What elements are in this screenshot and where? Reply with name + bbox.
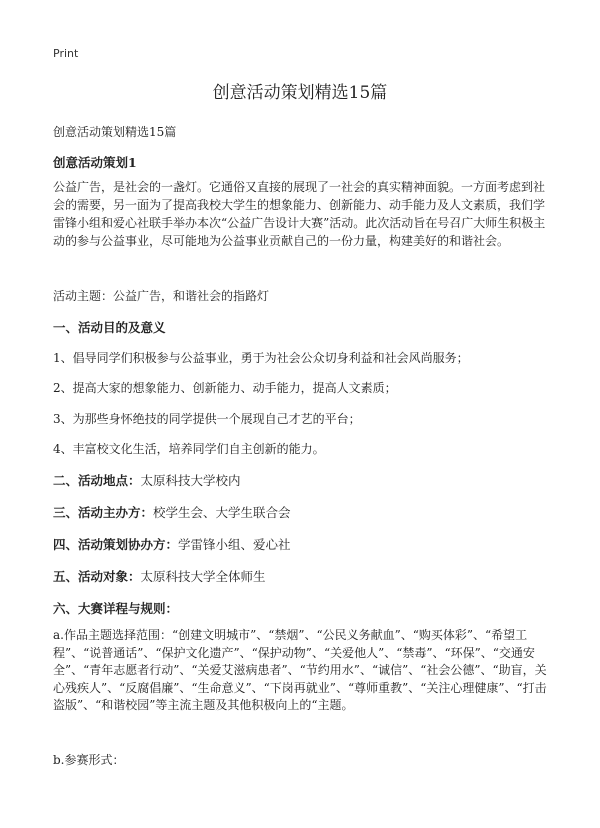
audience-line	[53, 567, 266, 585]
purpose-item: 1、倡导同学们积极参与公益事业，勇于为社会公众切身利益和社会风尚服务；	[53, 351, 469, 365]
co-host-line	[53, 535, 291, 553]
location-line	[53, 471, 241, 489]
document-subtitle: 创意活动策划精选15篇	[53, 125, 177, 139]
purpose-item: 2、提高大家的想象能力、创新能力、动手能力，提高人文素质；	[53, 381, 397, 395]
rules-heading-text: 六、大赛详程与规则：	[53, 601, 179, 616]
intro-paragraph: 公益广告，是社会的一盏灯。它通俗又直接的展现了一社会的真实精神面貌。一方面考虑到社会的需要，另一面为了提高我校大学生的想象能力、创新能力、动手能力及人文素质，我们学雷锋小组和爱心社联手举办本次“公益广告设计大赛”活动。此次活动旨在号召广大师生积极主动的参与公益事业，尽可能地为公益事业贡献自己的一份力量，构建美好的和谐社会。	[53, 180, 546, 248]
purpose-heading-text: 一、活动目的及意义	[53, 320, 166, 335]
section-heading: 创意活动策划1	[53, 155, 137, 170]
location-value: 太原科技大学校内	[140, 473, 241, 488]
audience-value: 太原科技大学全体师生	[140, 569, 266, 584]
purpose-heading	[53, 318, 166, 336]
audience-label: 五、活动对象：	[53, 569, 141, 584]
rule-b-line: b.参赛形式：	[53, 753, 125, 767]
co-host-value: 学雷锋小组、爱心社	[178, 537, 291, 552]
co-host-label: 四、活动策划协办方：	[53, 537, 179, 552]
print-link[interactable]: Print	[53, 47, 79, 60]
location-label: 二、活动地点：	[53, 473, 141, 488]
purpose-item: 4、丰富校文化生活，培养同学们自主创新的能力。	[53, 442, 325, 456]
rule-a-paragraph: a.作品主题选择范围：“创建文明城市”、“禁烟”、“公民义务献血”、“购买体彩”、“希望工程”、“说普通话”、“保护文化遗产”、“保护动物”、“关爱他人”、“禁毒”、“环保”、“交通安全”、“青年志愿者行动”、“关爱艾滋病患者”、“节约用水”、“诚信”、“社会公德”、“助盲，关心残疾人”、“反腐倡廉”、“生命意义”、“下岗再就业”、“尊师重教”、“关注心理健康”、“打击盗版”、“和谐校园”等主流主题及其他积极向上的“主题。	[53, 628, 547, 712]
host-value: 校学生会、大学生联合会	[153, 505, 291, 520]
rules-heading	[53, 599, 178, 617]
purpose-item: 3、为那些身怀绝技的同学提供一个展现自己才艺的平台；	[53, 412, 361, 426]
host-line	[53, 503, 291, 521]
theme-line: 活动主题：公益广告，和谐社会的指路灯	[53, 289, 270, 303]
document-title: 创意活动策划精选15篇	[212, 83, 388, 103]
host-label: 三、活动主办方：	[53, 505, 154, 520]
